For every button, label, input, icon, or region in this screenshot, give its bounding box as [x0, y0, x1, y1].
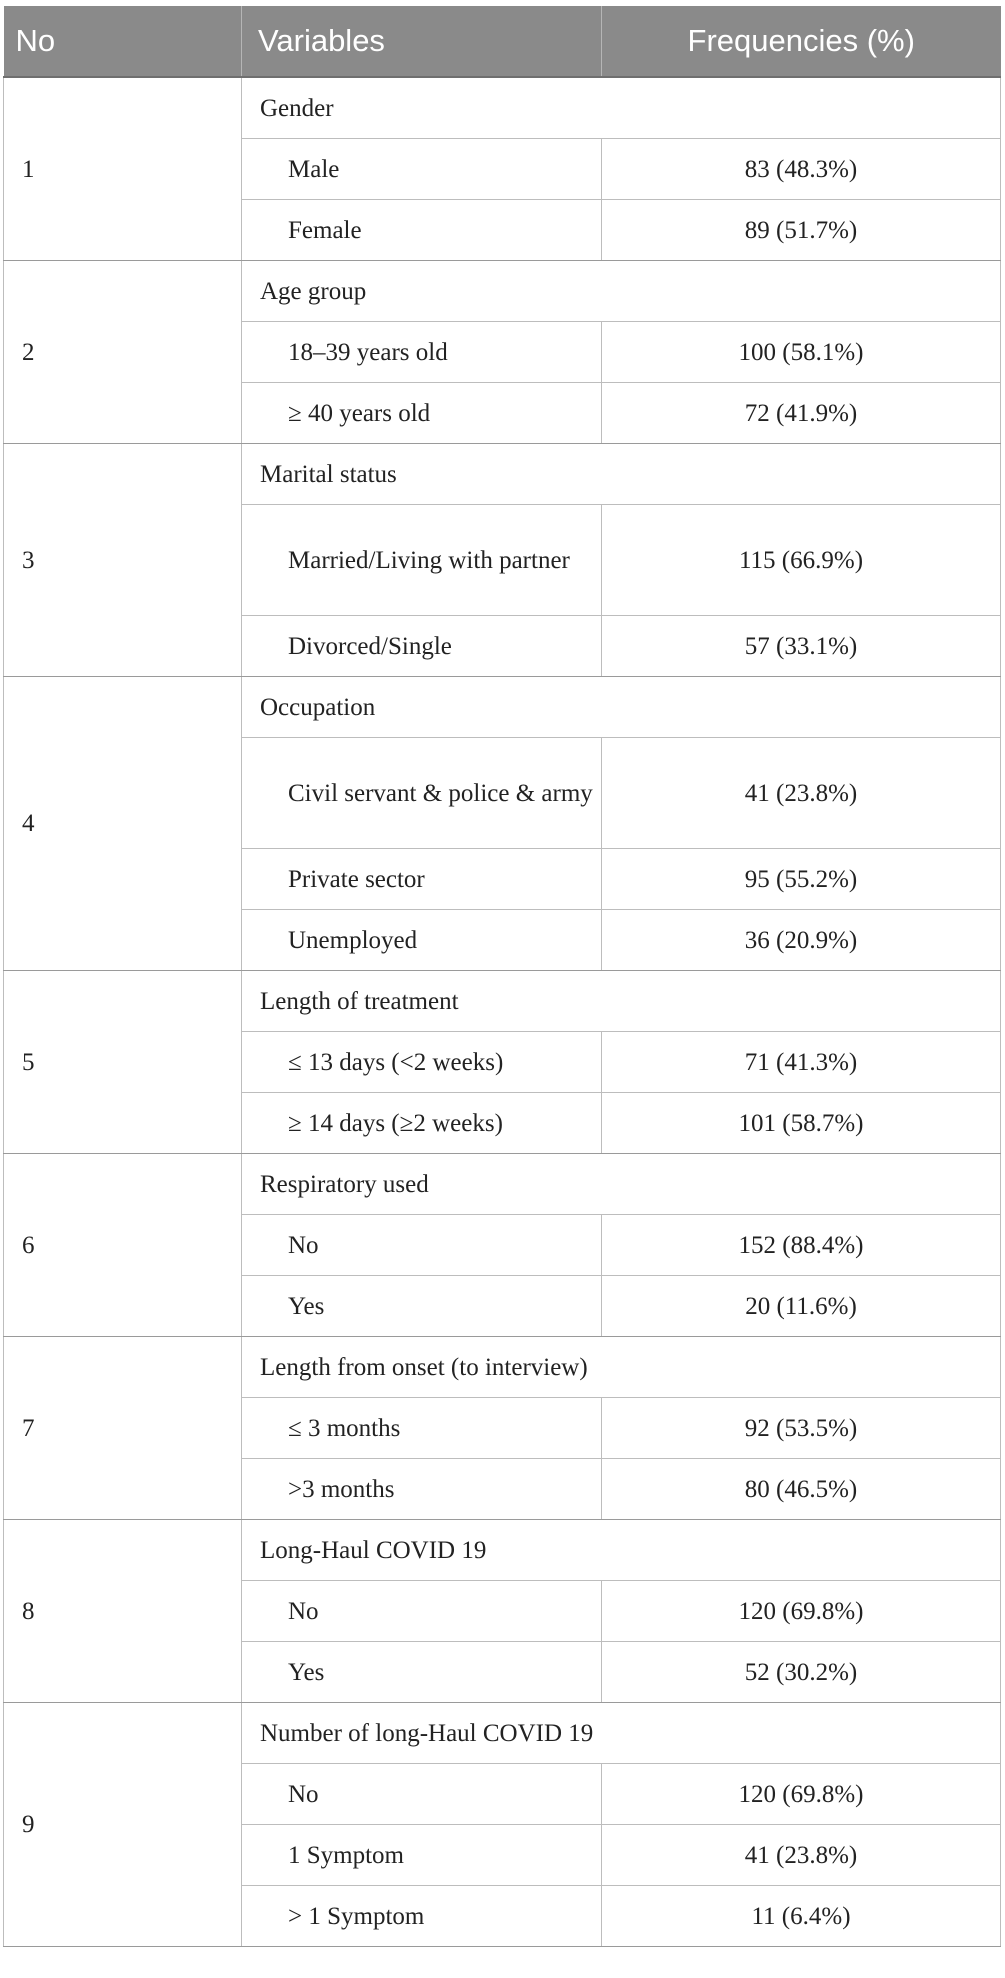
frequency-value: 41 (23.8%) — [602, 1825, 1001, 1886]
variable-level: 1 Symptom — [242, 1825, 602, 1886]
table-row — [4, 261, 1001, 322]
variable-category: Gender — [242, 77, 1001, 139]
frequency-value: 120 (69.8%) — [602, 1581, 1001, 1642]
frequency-value: 89 (51.7%) — [602, 200, 1001, 261]
row-number: 6 — [4, 1154, 242, 1337]
variable-level: ≤ 13 days (<2 weeks) — [242, 1032, 602, 1093]
table-row — [4, 444, 1001, 505]
frequency-value: 115 (66.9%) — [602, 505, 1001, 616]
variable-level: Unemployed — [242, 910, 602, 971]
row-number: 4 — [4, 677, 242, 971]
variable-level: Male — [242, 139, 602, 200]
variable-level: No — [242, 1215, 602, 1276]
frequency-value: 120 (69.8%) — [602, 1764, 1001, 1825]
table-row — [4, 1337, 1001, 1398]
variable-category: Long-Haul COVID 19 — [242, 1520, 1001, 1581]
row-number: 1 — [4, 77, 242, 261]
variable-level: > 1 Symptom — [242, 1886, 602, 1947]
frequency-value: 83 (48.3%) — [602, 139, 1001, 200]
frequency-value: 80 (46.5%) — [602, 1459, 1001, 1520]
table-row — [4, 1154, 1001, 1215]
variable-level: Female — [242, 200, 602, 261]
row-number: 3 — [4, 444, 242, 677]
table-row — [4, 1703, 1001, 1764]
variable-category: Length from onset (to interview) — [242, 1337, 1001, 1398]
variable-level: ≥ 14 days (≥2 weeks) — [242, 1093, 602, 1154]
frequency-value: 20 (11.6%) — [602, 1276, 1001, 1337]
frequency-value: 11 (6.4%) — [602, 1886, 1001, 1947]
table-row — [4, 971, 1001, 1032]
variable-level: 18–39 years old — [242, 322, 602, 383]
frequency-value: 41 (23.8%) — [602, 738, 1001, 849]
row-number: 8 — [4, 1520, 242, 1703]
header-variables: Variables — [242, 6, 602, 77]
row-number: 9 — [4, 1703, 242, 1947]
frequency-value: 152 (88.4%) — [602, 1215, 1001, 1276]
variable-level: Divorced/Single — [242, 616, 602, 677]
frequency-value: 100 (58.1%) — [602, 322, 1001, 383]
frequency-value: 57 (33.1%) — [602, 616, 1001, 677]
variable-level: Civil servant & police & army — [242, 738, 602, 849]
frequency-value: 71 (41.3%) — [602, 1032, 1001, 1093]
variable-level: ≥ 40 years old — [242, 383, 602, 444]
variable-category: Number of long-Haul COVID 19 — [242, 1703, 1001, 1764]
variable-category: Length of treatment — [242, 971, 1001, 1032]
frequency-table — [3, 6, 1001, 1947]
frequency-value: 101 (58.7%) — [602, 1093, 1001, 1154]
frequency-value: 52 (30.2%) — [602, 1642, 1001, 1703]
variable-level: Yes — [242, 1642, 602, 1703]
variable-category: Marital status — [242, 444, 1001, 505]
frequency-value: 36 (20.9%) — [602, 910, 1001, 971]
variable-category: Respiratory used — [242, 1154, 1001, 1215]
table-row — [4, 677, 1001, 738]
frequency-value: 95 (55.2%) — [602, 849, 1001, 910]
header-no: No — [4, 6, 242, 77]
variable-category: Occupation — [242, 677, 1001, 738]
table-row — [4, 1520, 1001, 1581]
variable-level: Private sector — [242, 849, 602, 910]
variable-level: Yes — [242, 1276, 602, 1337]
frequency-value: 92 (53.5%) — [602, 1398, 1001, 1459]
row-number: 7 — [4, 1337, 242, 1520]
variable-category: Age group — [242, 261, 1001, 322]
variable-level: Married/Living with partner — [242, 505, 602, 616]
variable-level: No — [242, 1581, 602, 1642]
variable-level: >3 months — [242, 1459, 602, 1520]
row-number: 2 — [4, 261, 242, 444]
header-frequencies: Frequencies (%) — [602, 6, 1001, 77]
frequency-value: 72 (41.9%) — [602, 383, 1001, 444]
table-row — [4, 77, 1001, 139]
variable-level: ≤ 3 months — [242, 1398, 602, 1459]
variable-level: No — [242, 1764, 602, 1825]
table-header — [4, 6, 1001, 77]
row-number: 5 — [4, 971, 242, 1154]
